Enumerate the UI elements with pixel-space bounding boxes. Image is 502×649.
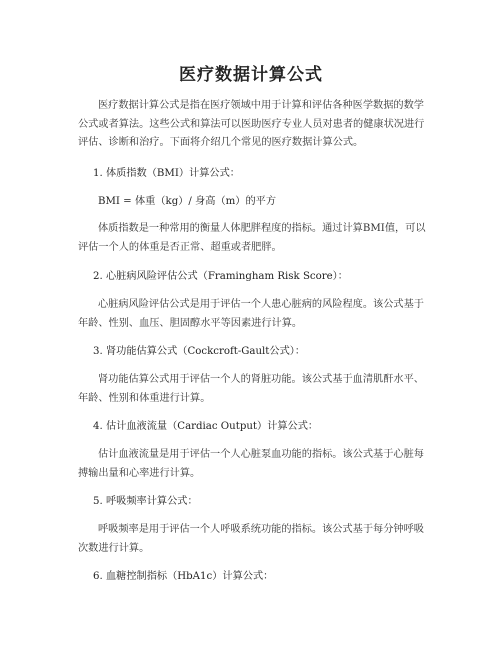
section-3-heading: 3. 肾功能估算公式（Cockcroft-Gault公式）： [93,346,306,357]
section-5-body: 呼吸频率是用于评估一个人呼吸系统功能的指标。该公式基于每分钟呼吸次数进行计算。 [78,524,424,554]
section-3-body: 肾功能估算公式用于评估一个人的肾脏功能。该公式基于血清肌酐水平、年龄、性别和体重进行计算。 [78,374,424,404]
section-5-heading: 5. 呼吸频率计算公式： [93,496,198,507]
section-1-heading: 1. 体质指数（BMI）计算公式： [93,168,240,179]
section-2-heading: 2. 心脏病风险评估公式（Framingham Risk Score）： [93,271,348,282]
section-1-body: 体质指数是一种常用的衡量人体肥胖程度的指标。通过计算BMI值，可以评估一个人的体重是否正常、超重或者肥胖。 [78,223,426,253]
bmi-formula: BMI = 体重（kg）/ 身高（m）的平方 [98,196,277,207]
document-title: 医疗数据计算公式 [179,65,323,85]
section-4-heading: 4. 估计血液流量（Cardiac Output）计算公式： [93,421,319,432]
intro-paragraph: 医疗数据计算公式是指在医疗领域中用于计算和评估各种医学数据的数学公式或者算法。这些公式和算法可以医助医疗专业人员对患者的健康状况进行评估、诊断和治疗。下面将介绍几个常见的医疗数据计算公式。 [78,100,425,148]
section-6-heading: 6. 血糖控制指标（HbA1c）计算公式： [93,571,274,582]
section-2-body: 心脏病风险评估公式是用于评估一个人患心脏病的风险程度。该公式基于年龄、性别、血压、胆固醇水平等因素进行计算。 [78,299,424,329]
section-4-body: 估计血液流量是用于评估一个人心脏泵血功能的指标。该公式基于心脏每搏输出量和心率进行计算。 [78,449,424,479]
